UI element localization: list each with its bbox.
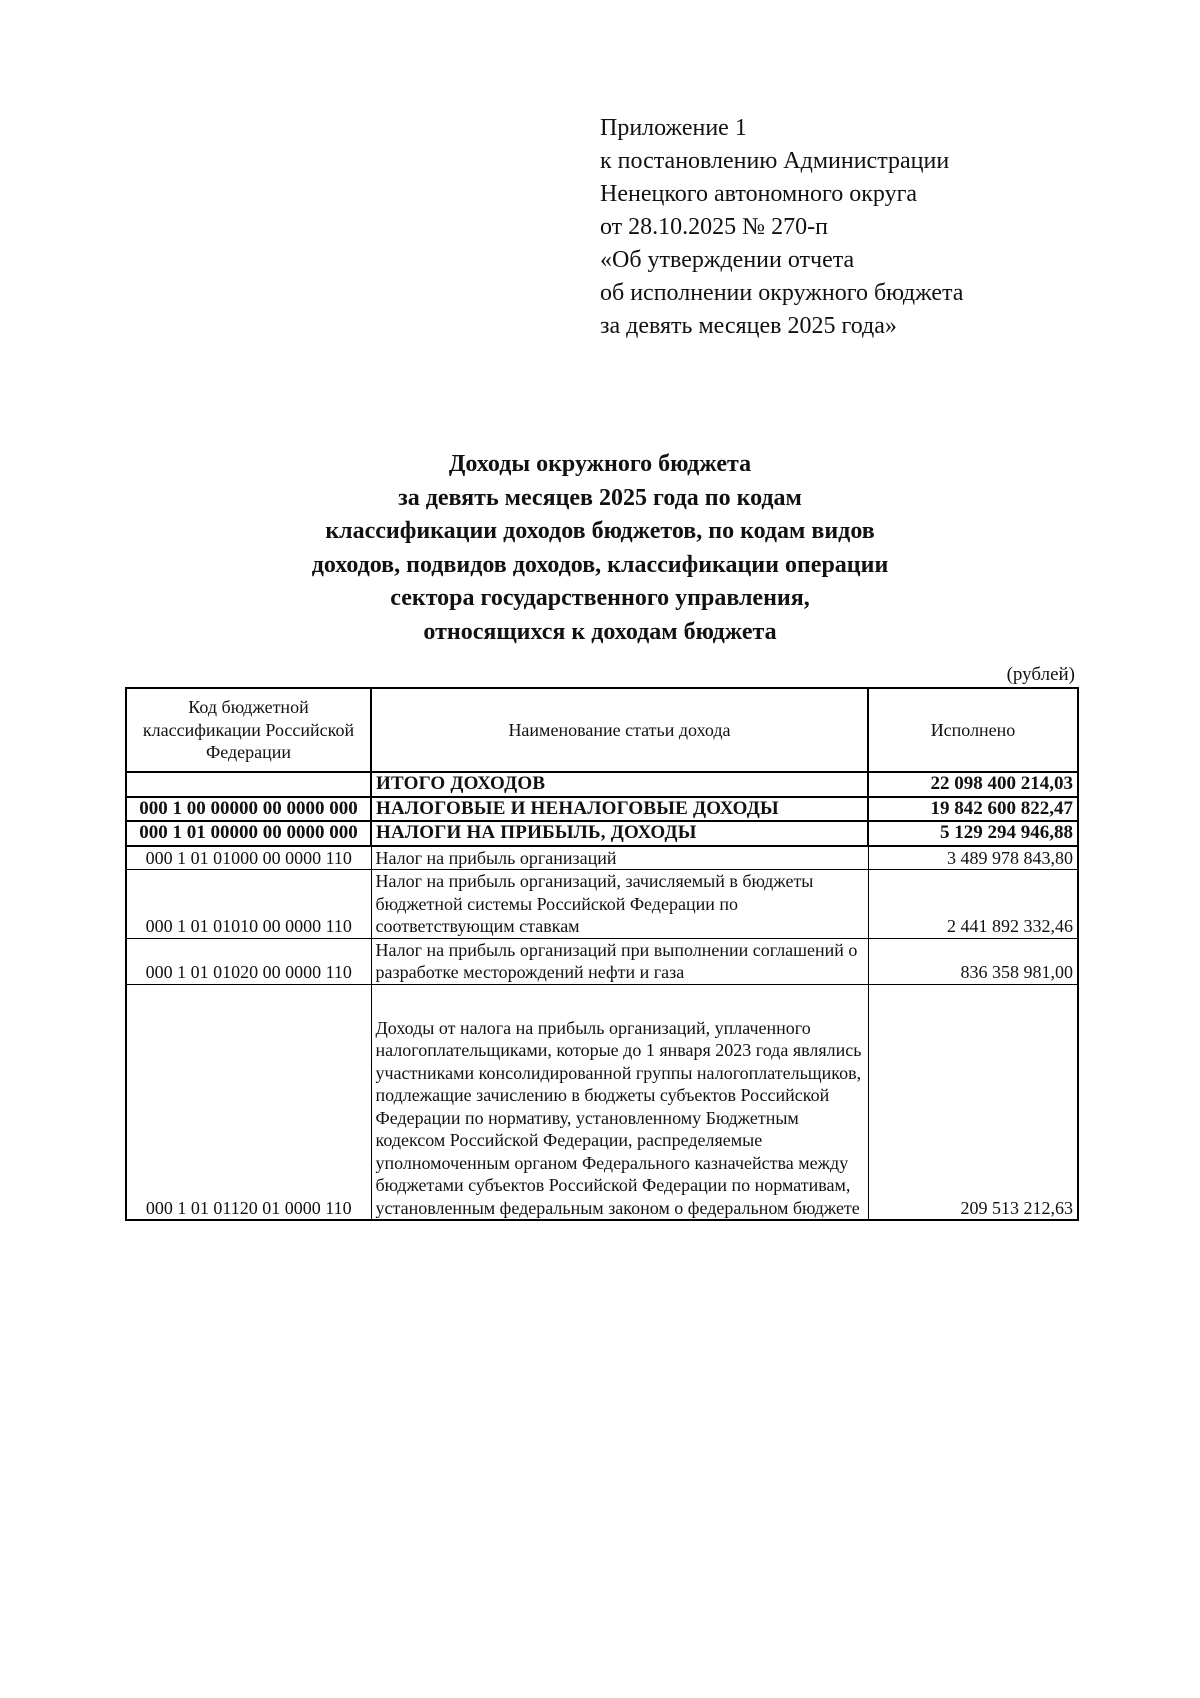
annex-block — [600, 112, 963, 343]
annex-line: от 28.10.2025 № 270-п — [600, 214, 828, 240]
annex-line: Приложение 1 — [600, 115, 747, 141]
table-row — [126, 797, 1078, 822]
row-amount: 3 489 978 843,80 — [868, 846, 1078, 870]
row-amount: 836 358 981,00 — [868, 938, 1078, 984]
table-row — [126, 846, 1078, 870]
row-name: НАЛОГИ НА ПРИБЫЛЬ, ДОХОДЫ — [371, 821, 868, 846]
table-row-total — [126, 772, 1078, 797]
table-row — [126, 984, 1078, 1220]
row-amount: 5 129 294 946,88 — [868, 821, 1078, 846]
table-row — [126, 938, 1078, 984]
title-line: Доходы окружного бюджета — [448, 451, 752, 477]
row-amount: 2 441 892 332,46 — [868, 870, 1078, 939]
annex-line: к постановлению Администрации — [600, 148, 950, 174]
table-row — [126, 870, 1078, 939]
row-code: 000 1 01 00000 00 0000 000 — [126, 821, 371, 846]
table-header-row — [126, 688, 1078, 772]
row-code: 000 1 01 01010 00 0000 110 — [126, 870, 371, 939]
row-name: Налог на прибыль организаций при выполнении соглашений о разработке месторождений нефти и газа — [371, 938, 868, 984]
title-line: за девять месяцев 2025 года по кодам — [398, 484, 802, 511]
title-line: сектора государственного управления, — [390, 585, 810, 611]
row-name: Доходы от налога на прибыль организаций, уплаченного налогоплательщиками, которые до 1 января 2023 года являлись участниками консолидированной группы налогоплательщиков, подлежащие зачислению в бюджеты субъектов Российской Федерации по нормативу, установленному Бюджетным кодексом Российской Федерации, распределяемые уполномоченным органом Федерального казначейства между бюджетами субъектов Российской Федерации по нормативам, установленным федеральным законом о федеральном бюджете — [371, 984, 868, 1220]
row-name: Налог на прибыль организаций, зачисляемый в бюджеты бюджетной системы Российской Федерации по соответствующим ставкам — [371, 870, 868, 939]
header-name: Наименование статьи дохода — [371, 688, 868, 772]
annex-line: об исполнении окружного бюджета — [600, 280, 964, 306]
annex-line: «Об утверждении отчета — [600, 247, 855, 273]
row-name: НАЛОГОВЫЕ И НЕНАЛОГОВЫЕ ДОХОДЫ — [371, 797, 868, 822]
row-name: Налог на прибыль организаций — [371, 846, 868, 870]
row-code: 000 1 01 01120 01 0000 110 — [126, 984, 371, 1220]
annex-line: за девять месяцев 2025 года» — [600, 313, 897, 339]
annex-line: Ненецкого автономного округа — [600, 181, 918, 207]
title-line: относящихся к доходам бюджета — [423, 618, 777, 645]
row-code: 000 1 00 00000 00 0000 000 — [126, 797, 371, 822]
units-label: (рублей) — [1006, 664, 1075, 685]
row-name: ИТОГО ДОХОДОВ — [371, 772, 868, 797]
header-amount: Исполнено — [868, 688, 1078, 772]
revenue-table — [125, 687, 1079, 1221]
title-line: классификации доходов бюджетов, по кодам видов — [325, 518, 875, 544]
row-code — [126, 772, 371, 797]
table-row — [126, 821, 1078, 846]
document-title — [0, 448, 1200, 649]
row-amount: 209 513 212,63 — [868, 984, 1078, 1220]
header-code: Код бюджетной классификации Российской Федерации — [126, 688, 371, 772]
row-amount: 19 842 600 822,47 — [868, 797, 1078, 822]
title-line: доходов, подвидов доходов, классификации операции — [311, 551, 889, 578]
row-code: 000 1 01 01000 00 0000 110 — [126, 846, 371, 870]
row-code: 000 1 01 01020 00 0000 110 — [126, 938, 371, 984]
row-amount: 22 098 400 214,03 — [868, 772, 1078, 797]
